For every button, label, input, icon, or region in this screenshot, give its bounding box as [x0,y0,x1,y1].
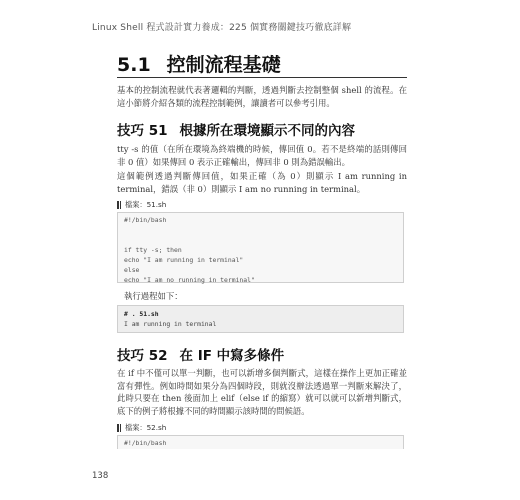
tip51-file-label: 檔案：51.sh [117,200,166,210]
code-line: #!/bin/bash [124,439,167,447]
section-intro: 基本的控制流程就代表著邏輯的判斷，透過判斷去控制整個 shell 的流程。在這小節將介紹各類的流程控制範例，讓讀者可以參考引用。 [117,85,407,108]
file-marker-icon [117,201,119,209]
page-number: 138 [92,471,109,481]
tip52-file-label: 檔案：52.sh [117,423,166,433]
tip51-title [117,119,355,139]
tip52-code-block [117,435,404,449]
running-header: Linux Shell 程式設計實力養成：225 個實務關鍵技巧徹底詳解 [92,23,352,33]
tip52-paragraph-1: 在 if 中不僅可以單一判斷，也可以新增多個判斷式，這樣在操作上更加正確並富有彈性。例如時間如果分為四個時段，則就沒辦法透過單一判斷來解決了，此時只要在 then 後面加上 elif（else if 的縮寫）就可以就可以新增判斷式，底下的例子將根據不同的時間顯示該時間的問候語。 [117,368,407,416]
tip51-number: 技巧 51 [117,123,168,139]
output-line: I am running in terminal [124,320,217,328]
tip51-output-block [117,305,404,333]
tip51-run-label: 執行過程如下： [124,291,183,301]
tip52-title [117,344,284,364]
section-underline [117,77,407,78]
section-title [117,50,281,77]
file-marker-icon [117,424,119,432]
tip51-code-block [117,212,404,283]
tip51-paragraph-1: tty -s 的值（在所在環境為終端機的時候，傳回值 0。若不是終端的話則傳回非 0 值）如果傳回 0 表示正確輸出，傳回非 0 則為錯誤輸出。 [117,144,407,167]
section-heading: 控制流程基礎 [166,54,281,76]
output-command: # . 51.sh [124,310,159,318]
tip52-number: 技巧 52 [117,348,168,364]
code-line: if tty -s; then [124,246,182,254]
tip51-heading: 根據所在環境顯示不同的內容 [179,123,355,139]
code-line: #!/bin/bash [124,216,167,224]
tip51-paragraph-2: 這個範例透過判斷傳回值，如果正確（為 0）則顯示 I am running in terminal，錯誤（非 0）則顯示 I am no running in terminal。 [117,171,407,194]
code-line [124,235,397,245]
section-number: 5.1 [117,54,151,76]
code-line: echo "I am running in terminal" [124,256,244,264]
code-line: echo "I am no running in terminal" [124,276,255,284]
tip52-heading: 在 IF 中寫多條件 [179,348,285,364]
code-line: else [124,266,140,274]
code-line [124,225,397,235]
